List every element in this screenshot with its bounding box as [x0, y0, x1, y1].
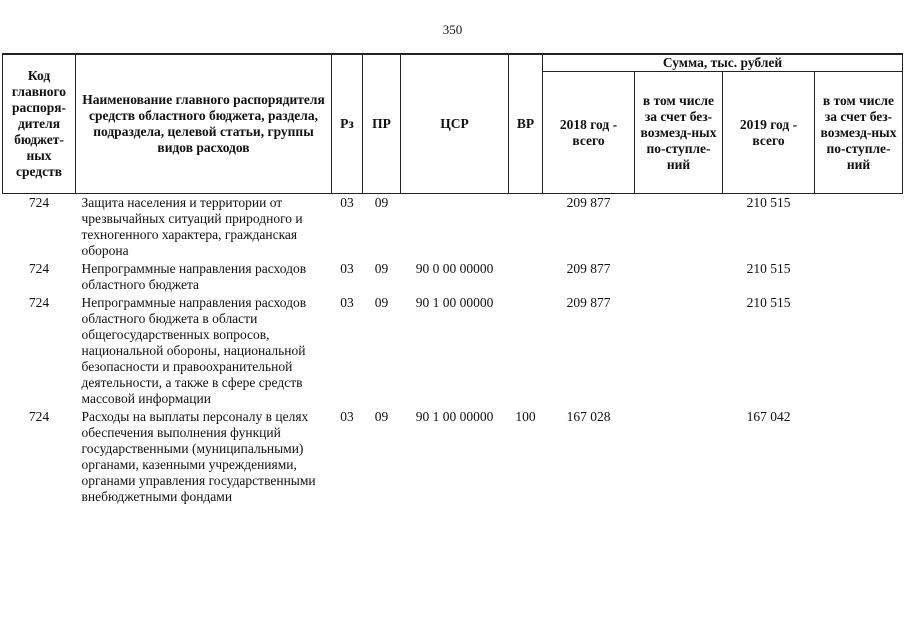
header-name: Наименование главного распорядителя средств областного бюджета, раздела, подраздела, целевой статьи, группы видов расходов [76, 54, 332, 194]
cell-pr: 09 [374, 409, 389, 424]
cell-2018-grants [635, 294, 723, 408]
header-csr: ЦСР [401, 54, 509, 194]
cell-2019-grants [815, 260, 903, 294]
header-2018-total: 2018 год - всего [543, 72, 635, 194]
cell-csr: 90 1 00 00000 [415, 295, 494, 310]
cell-vr [509, 294, 543, 408]
header-sum-group: Сумма, тыс. рублей [543, 54, 903, 72]
table-row [3, 294, 903, 408]
header-vr: ВР [509, 54, 543, 194]
cell-rz: 03 [340, 195, 354, 210]
cell-2018-total: 209 877 [566, 295, 611, 310]
header-2019-grants: в том числе за счет без-возмезд-ных по-ступле-ний [815, 72, 903, 194]
cell-name: Непрограммные направления расходов областного бюджета в области общегосударственных вопросов, национальной обороны, национальной безопасности и правоохранительной деятельности, а также в сфере средств массовой информации [81, 295, 307, 406]
cell-2019-total: 210 515 [746, 261, 791, 276]
cell-rz: 03 [340, 261, 354, 276]
table-row [3, 194, 903, 261]
table-body [3, 194, 903, 507]
cell-code: 724 [28, 409, 50, 424]
table-row [3, 408, 903, 506]
cell-vr [509, 194, 543, 261]
cell-pr: 09 [374, 295, 389, 310]
cell-csr [401, 194, 509, 261]
cell-2019-total: 210 515 [746, 295, 791, 310]
cell-code: 724 [28, 295, 50, 310]
cell-name: Непрограммные направления расходов областного бюджета [81, 261, 307, 292]
cell-2019-grants [815, 194, 903, 261]
cell-2018-total: 209 877 [566, 195, 611, 210]
cell-vr [509, 260, 543, 294]
header-2018-grants: в том числе за счет без-возмезд-ных по-ступле-ний [635, 72, 723, 194]
table-header [3, 54, 903, 194]
cell-2018-grants [635, 260, 723, 294]
cell-vr: 100 [515, 409, 536, 424]
cell-2018-total: 209 877 [566, 261, 611, 276]
budget-table [2, 53, 903, 506]
cell-csr: 90 0 00 00000 [415, 261, 494, 276]
cell-pr: 09 [374, 195, 389, 210]
cell-name: Защита населения и территории от чрезвычайных ситуаций природного и техногенного характера, гражданская оборона [81, 195, 303, 258]
cell-code: 724 [28, 195, 50, 210]
header-2019-total: 2019 год - всего [723, 72, 815, 194]
page-number: 350 [442, 22, 463, 37]
table-row [3, 260, 903, 294]
cell-rz: 03 [340, 295, 354, 310]
header-rz: Рз [332, 54, 363, 194]
cell-rz: 03 [340, 409, 354, 424]
cell-2019-total: 210 515 [746, 195, 791, 210]
cell-2019-total: 167 042 [746, 409, 791, 424]
cell-2019-grants [815, 294, 903, 408]
header-code: Код главного распоря-дителя бюджет-ных средств [3, 54, 76, 194]
cell-pr: 09 [374, 261, 389, 276]
cell-2019-grants [815, 408, 903, 506]
header-pr: ПР [363, 54, 401, 194]
cell-2018-grants [635, 194, 723, 261]
cell-csr: 90 1 00 00000 [415, 409, 494, 424]
cell-2018-total: 167 028 [566, 409, 611, 424]
cell-code: 724 [28, 261, 50, 276]
cell-2018-grants [635, 408, 723, 506]
cell-name: Расходы на выплаты персоналу в целях обеспечения выполнения функций государственными (муниципальными) органами, казенными учреждениями, органами управления государственными внебюджетными фондами [81, 409, 316, 504]
